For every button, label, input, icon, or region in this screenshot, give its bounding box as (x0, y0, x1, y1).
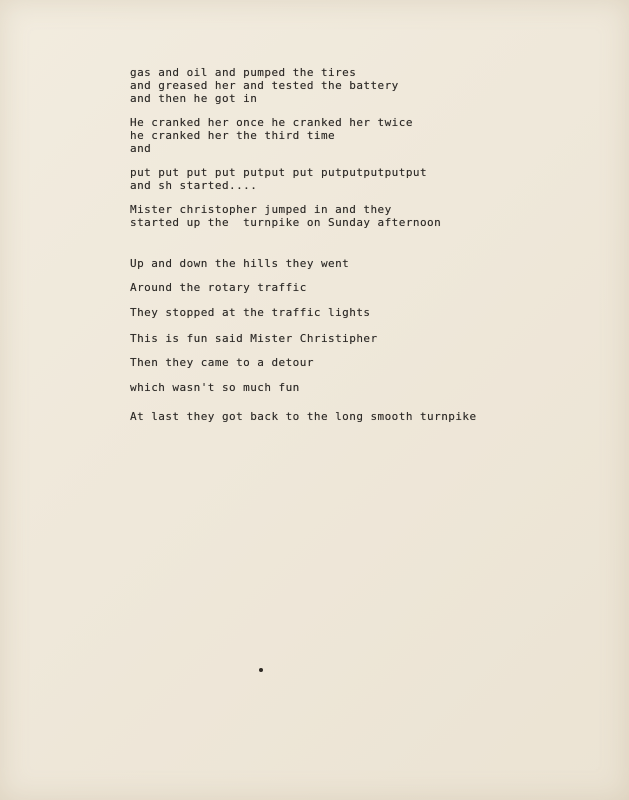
text-line: Mister christopher jumped in and they (130, 203, 392, 216)
text-line: put put put put putput put putputputputput (130, 166, 428, 179)
text-line: They stopped at the traffic lights (130, 306, 371, 319)
text-line: He cranked her once he cranked her twice (130, 116, 413, 129)
text-line: and sh started.... (130, 179, 258, 192)
text-line: he cranked her the third time (130, 129, 336, 142)
text-line: and (130, 142, 152, 155)
text-line: started up the turnpike on Sunday afternoon (130, 216, 442, 229)
text-line: This is fun said Mister Christipher (130, 332, 378, 345)
ink-dot (259, 668, 263, 672)
text-line: which wasn't so much fun (130, 381, 300, 394)
text-line: and greased her and tested the battery (130, 79, 399, 92)
text-line: Around the rotary traffic (130, 281, 307, 294)
text-line: gas and oil and pumped the tires (130, 66, 357, 79)
text-line: Then they came to a detour (130, 356, 314, 369)
text-line: Up and down the hills they went (130, 257, 350, 270)
text-line: At last they got back to the long smooth turnpike (130, 410, 477, 423)
text-line: and then he got in (130, 92, 258, 105)
